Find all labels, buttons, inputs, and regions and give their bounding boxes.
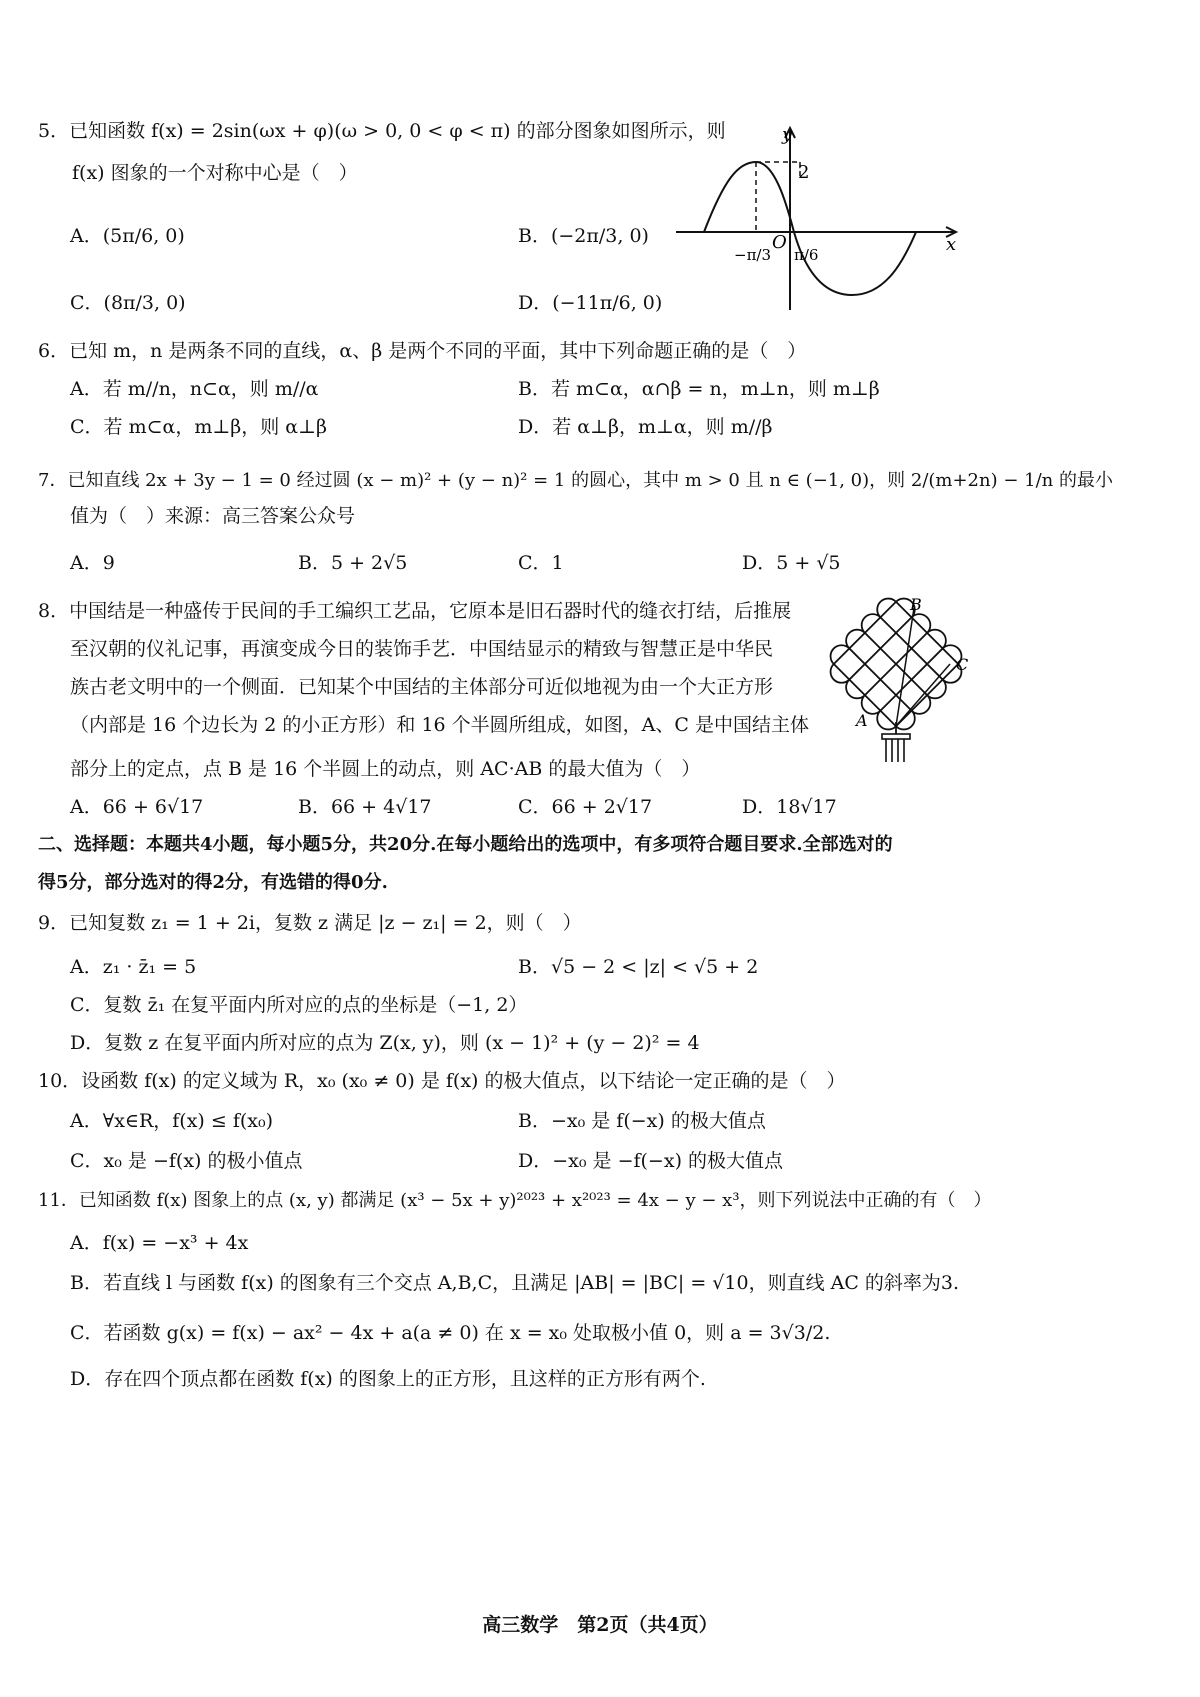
q10-option-c: C．x₀ 是 −f(x) 的极小值点 xyxy=(70,1150,303,1172)
q9-stem: 9．已知复数 z₁ = 1 + 2i，复数 z 满足 |z − z₁| = 2，则（ ） xyxy=(38,912,582,934)
q5-sine-graph xyxy=(676,120,966,315)
q8-fig-point-a: A xyxy=(856,711,868,730)
q10-option-d: D．−x₀ 是 −f(−x) 的极大值点 xyxy=(518,1150,784,1172)
q5-option-a: A．(5π/6, 0) xyxy=(70,225,185,247)
q11-option-c: C．若函数 g(x) = f(x) − ax² − 4x + a(a ≠ 0) 在 x = x₀ 处取极小值 0，则 a = 3√3/2. xyxy=(70,1322,831,1344)
q5-fig-neg-pi3-label: −π/3 xyxy=(734,246,772,264)
q8-chinese-knot-figure xyxy=(822,586,982,766)
q8-stem-line1: 8．中国结是一种盛传于民间的手工编织工艺品，它原本是旧石器时代的缝衣打结，后推展 xyxy=(38,600,792,622)
q10-option-a: A．∀x∈R，f(x) ≤ f(x₀) xyxy=(70,1110,274,1132)
q11-option-a: A．f(x) = −x³ + 4x xyxy=(70,1232,249,1254)
q8-stem-line2: 至汉朝的仪礼记事，再演变成今日的装饰手艺．中国结显示的精致与智慧正是中华民 xyxy=(70,638,774,660)
q8-stem-line5: 部分上的定点，点 B 是 16 个半圆上的动点，则 AC·AB 的最大值为（ ） xyxy=(70,758,701,780)
q9-option-c: C．复数 z̄₁ 在复平面内所对应的点的坐标是（−1, 2） xyxy=(70,994,528,1016)
q5-fig-x-label: x xyxy=(946,234,957,255)
q5-option-b: B．(−2π/3, 0) xyxy=(518,225,649,247)
page-footer: 高三数学 第2页（共4页） xyxy=(482,1614,718,1636)
q11-option-d: D．存在四个顶点都在函数 f(x) 的图象上的正方形，且这样的正方形有两个. xyxy=(70,1368,706,1390)
section-2-heading-line2: 得5分，部分选对的得2分，有选错的得0分. xyxy=(38,872,388,893)
q5-option-d: D．(−11π/6, 0) xyxy=(518,292,663,314)
q8-option-c: C．66 + 2√17 xyxy=(518,796,653,818)
q9-option-d: D．复数 z 在复平面内所对应的点为 Z(x, y)，则 (x − 1)² + (y − 2)² = 4 xyxy=(70,1032,700,1054)
q6-stem: 6．已知 m，n 是两条不同的直线，α、β 是两个不同的平面，其中下列命题正确的是（ ） xyxy=(38,340,807,362)
q7-option-c: C．1 xyxy=(518,552,564,574)
q6-option-c: C．若 m⊂α，m⊥β，则 α⊥β xyxy=(70,416,327,438)
q6-option-a: A．若 m//n，n⊂α，则 m//α xyxy=(70,378,319,400)
q9-option-b: B．√5 − 2 < |z| < √5 + 2 xyxy=(518,956,759,978)
q7-stem-line2: 值为（ ）来源：高三答案公众号 xyxy=(70,505,356,527)
q8-stem-line4: （内部是 16 个边长为 2 的小正方形）和 16 个半圆所组成，如图，A、C 是中国结主体 xyxy=(70,714,809,736)
q7-option-b: B．5 + 2√5 xyxy=(298,552,408,574)
q5-stem-line2: f(x) 图象的一个对称中心是（ ） xyxy=(72,162,358,184)
q11-stem: 11．已知函数 f(x) 图象上的点 (x, y) 都满足 (x³ − 5x + y)²⁰²³ + x²⁰²³ = 4x − y − x³，则下列说法中正确的有（ ） xyxy=(38,1190,992,1211)
q7-stem-line1: 7．已知直线 2x + 3y − 1 = 0 经过圆 (x − m)² + (y − n)² = 1 的圆心，其中 m > 0 且 n ∈ (−1, 0)，则 2/(m+2n) − 1/n 的最小 xyxy=(38,470,1113,491)
q8-stem-line3: 族古老文明中的一个侧面．已知某个中国结的主体部分可近似地视为由一个大正方形 xyxy=(70,676,774,698)
q10-stem: 10．设函数 f(x) 的定义域为 R，x₀ (x₀ ≠ 0) 是 f(x) 的极大值点，以下结论一定正确的是（ ） xyxy=(38,1070,846,1092)
q6-option-d: D．若 α⊥β，m⊥α，则 m//β xyxy=(518,416,773,438)
q9-option-a: A．z₁ · z̄₁ = 5 xyxy=(70,956,197,978)
q5-fig-peak-label: 2 xyxy=(798,162,810,183)
q8-option-b: B．66 + 4√17 xyxy=(298,796,432,818)
q5-option-c: C．(8π/3, 0) xyxy=(70,292,186,314)
q7-option-a: A．9 xyxy=(70,552,115,574)
q8-fig-point-c: C xyxy=(956,655,969,674)
q10-option-b: B．−x₀ 是 f(−x) 的极大值点 xyxy=(518,1110,766,1132)
q5-fig-pi6-label: π/6 xyxy=(794,246,819,264)
q11-option-b: B．若直线 l 与函数 f(x) 的图象有三个交点 A,B,C，且满足 |AB| = |BC| = √10，则直线 AC 的斜率为3. xyxy=(70,1272,960,1294)
q5-fig-y-label: y xyxy=(782,124,793,145)
q5-stem-line1: 5．已知函数 f(x) = 2sin(ωx + φ)(ω > 0, 0 < φ < π) 的部分图象如图所示，则 xyxy=(38,120,726,142)
q8-fig-point-b: B xyxy=(910,595,922,614)
q7-option-d: D．5 + √5 xyxy=(742,552,841,574)
q5-fig-origin-label: O xyxy=(772,232,787,253)
q8-option-d: D．18√17 xyxy=(742,796,837,818)
q6-option-b: B．若 m⊂α，α∩β = n，m⊥n，则 m⊥β xyxy=(518,378,880,400)
q8-option-a: A．66 + 6√17 xyxy=(70,796,204,818)
section-2-heading-line1: 二、选择题：本题共4小题，每小题5分，共20分.在每小题给出的选项中，有多项符合题目要求.全部选对的 xyxy=(38,834,893,855)
